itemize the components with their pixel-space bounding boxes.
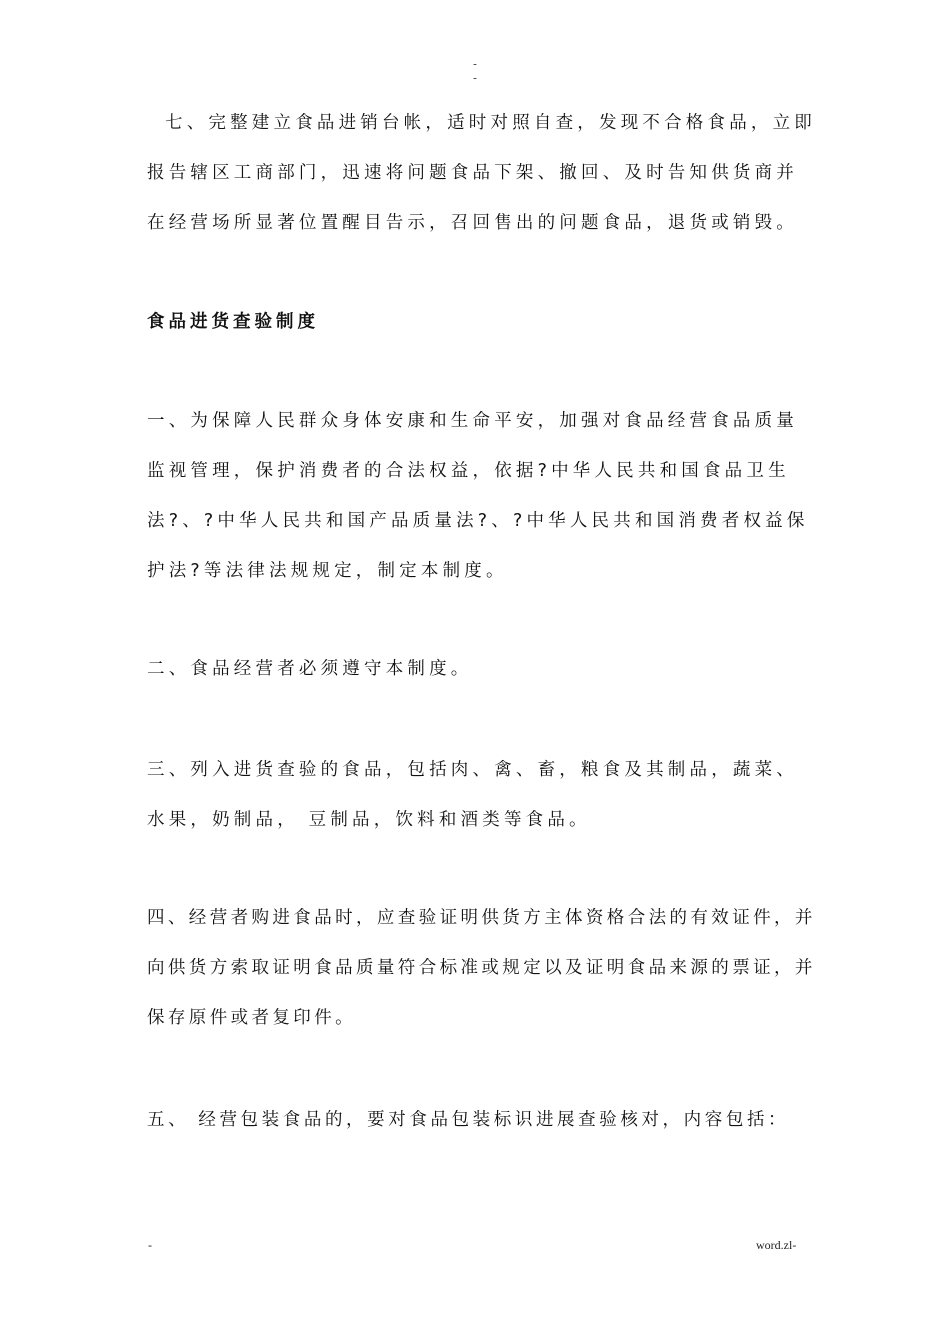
paragraph-two: 二、食品经营者必须遵守本制度。 bbox=[147, 659, 473, 679]
section-heading: 食品进货查验制度 bbox=[147, 312, 319, 332]
paragraph-four: 四、经营者购进食品时，应查验证明供货方主体资格合法的有效证件，并向供货方索取证明食品质量符合标准或规定以及证明食品来源的票证，并保存原件或者复印件。 bbox=[147, 908, 816, 1028]
paragraph-one: 一、为保障人民群众身体安康和生命平安，加强对食品经营食品质量监视管理，保护消费者的合法权益，依据?中华人民共和国食品卫生法?、?中华人民共和国产品质量法?、?中华人民共和国消费者权益保护法?等法律法规规定，制定本制度。 bbox=[147, 411, 809, 581]
header-mark-bottom: - bbox=[473, 72, 477, 84]
footer-source-label: word.zl- bbox=[756, 1238, 797, 1252]
header-mark-top: - bbox=[473, 58, 477, 70]
paragraph-seven: 七、完整建立食品进销台帐，适时对照自查，发现不合格食品，立即报告辖区工商部门，迅速将问题食品下架、撤回、及时告知供货商并在经营场所显著位置醒目告示，召回售出的问题食品，退货或销毁。 bbox=[147, 113, 816, 233]
paragraph-three: 三、列入进货查验的食品，包括肉、禽、畜，粮食及其制品，蔬菜、水果，奶制品， 豆制品，饮料和酒类等食品。 bbox=[147, 760, 798, 830]
footer-left-mark: - bbox=[148, 1238, 152, 1252]
paragraph-five: 五、 经营包装食品的，要对食品包装标识进展查验核对，内容包括： bbox=[147, 1110, 790, 1130]
